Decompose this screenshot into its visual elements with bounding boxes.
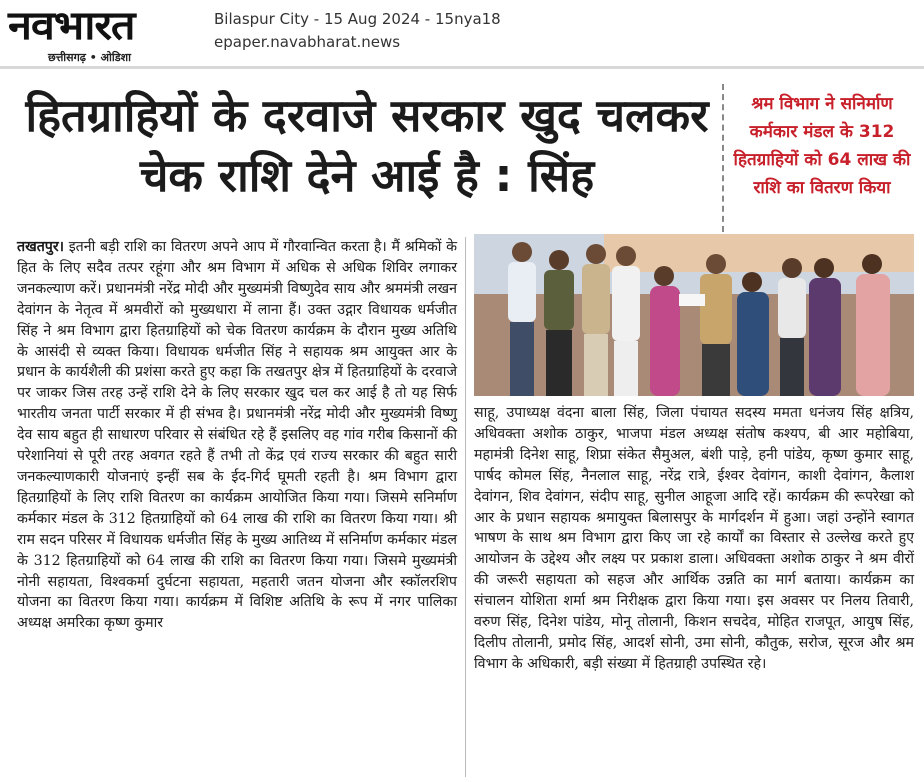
article-headline: हितग्राहियों के दरवाजे सरकार खुद चलकर चेक राशि देने आई है : सिंह	[25, 89, 709, 202]
header-divider	[0, 66, 924, 69]
dateline: तखतपुर।	[17, 239, 65, 255]
photo-illustration	[474, 234, 914, 396]
masthead	[0, 0, 924, 68]
article-body-right: साहू, उपाध्यक्ष वंदना बाला सिंह, जिला पंचायत सदस्य ममता धनंजय सिंह क्षत्रिय, अधिवक्ता अशोक ठाकुर, भाजपा मंडल अध्यक्ष संतोष कश्यप, बी आर महोबिया, महामंत्री दिनेश साहू, शिप्रा संकेत सैमुअल, बंशी पाड़े, हनी पांडेय, कृष्ण कुमार साहू, पार्षद कोमल सिंह, नैनलाल साहू, नरेंद्र रात्रे, ईश्वर देवांगन, काशी देवांगन, कैलाश देवांगन, शिव देवांगन, संदीप साहू, सुनील आहूजा आदि रहें। कार्यक्रम की रूपरेखा को आर के प्रधान सहायक श्रमायुक्त बिलासपुर के मार्गदर्शन में हुआ। जहां उन्होंने स्वागत भाषण के साथ श्रम विभाग द्वारा किए जा रहे कार्यों का विस्तार से उल्लेख करते हुए आयोजन के उद्देश्य और लक्ष्य पर प्रकाश डाला। अधिवक्ता अशोक ठाकुर ने श्रम वीरों की जरूरी सहायता को सहज और आर्थिक उन्नति का मार्ग बताया। कार्यक्रम का संचालन योशिता शर्मा श्रम निरीक्षक द्वारा किया गया। इस अवसर पर निलय तिवारी, वरुण सिंह, दिनेश पांडेय, मोनू तोलानी, किशन सचदेव, मोहित राजपूत, आयुष सिंह, दिलीप तोलानी, प्रमोद सिंह, आदर्श सोनी, उमा सोनी, कौतुक, सरोज, सूरज और श्रम विभाग के अधिकारी, बड़ी संख्या में हितग्राही उपस्थित रहे।	[474, 405, 914, 672]
article-photo	[474, 234, 914, 396]
body-left-text: इतनी बड़ी राशि का वितरण अपने आप में गौरवान्वित करता है। मैं श्रमिकों के हित के लिए सदैव तत्पर रहूंगा और श्रम विभाग में अधिक से अधिक शिविर लगाकर जनकल्याण करें। प्रधानमंत्री नरेंद्र मोदी और मुख्यमंत्री विष्णुदेव साय और श्रममंत्री लखन देवांगन के नेतृत्व में श्रमवीरों को मुख्यधारा में लाना हैं। उक्त उद्गार विधायक धर्मजीत सिंह ने श्रम विभाग द्वारा हितग्राहियों को चेक वितरण कार्यक्रम के दौरान मुख्य अतिथि के आसंदी से व्यक्त किया। विधायक धर्मजीत सिंह ने सहायक श्रम आयुक्त आर के प्रधान के कार्यशैली की प्रशंसा करते हुए कहा कि तखतपुर क्षेत्र में हितग्राहियों के दरवाजे पर जाकर जिस तरह उन्हें राशि देने के लिए सरकार खुद चल कर आई है तो यह सिर्फ भारतीय जनता पार्टी सरकार में ही संभव है। प्रधानमंत्री नरेंद्र मोदी और मुख्यमंत्री विष्णु देव साय बहुत ही साधारण परिवार से संबंधित रहे हैं इसलिए वह गांव गरीब किसानों की परेशानियां से पूरी तरह अवगत रहते हैं तभी तो केंद्र एवं राज्य सरकार की बहुत सारी जनकल्याणकारी योजनाएं इन्हीं सब के ईद-गिर्द घूमती रहती है। श्रम विभाग द्वारा हितग्राहियों के लिए राशि वितरण का कार्यक्रम आयोजित किया गया। जिसमे सनिर्माण कर्मकार मंडल के 312 हितग्राहियों को 64 लाख की राशि का वितरण किया गया। श्री राम सदन परिसर में विधायक धर्मजीत सिंह के मुख्य आतिथ्य में सनिर्माण कर्मकार मंडल के 312 हितग्राहियों को 64 लाख की राशि का वितरण किया गया। जिसमे मुख्यमंत्री नोनी सहायता, विश्वकर्मा दुर्घटना सहायता, महतारी जतन योजना और स्कॉलरशिप योजना का वितरण किया गया। कार्यक्रम में विशिष्ट अतिथि के रूप में नगर पालिका अध्यक्ष अमरिका कृष्ण कुमार	[17, 239, 457, 632]
edition-info: Bilaspur City - 15 Aug 2024 - 15nya18	[214, 10, 501, 28]
headline-divider	[722, 84, 724, 232]
logo-subtitle: छत्तीसगढ़ • ओडिशा	[48, 51, 131, 64]
side-headline: श्रम विभाग ने सनिर्माण कर्मकार मंडल के 312 हितग्राहियों को 64 लाख की राशि का वितरण किया	[733, 94, 911, 198]
epaper-url[interactable]: epaper.navabharat.news	[214, 33, 401, 51]
article-body-left	[17, 237, 457, 634]
column-divider	[465, 237, 466, 777]
logo-text: नवभारत	[8, 3, 135, 49]
newspaper-logo	[8, 4, 200, 64]
